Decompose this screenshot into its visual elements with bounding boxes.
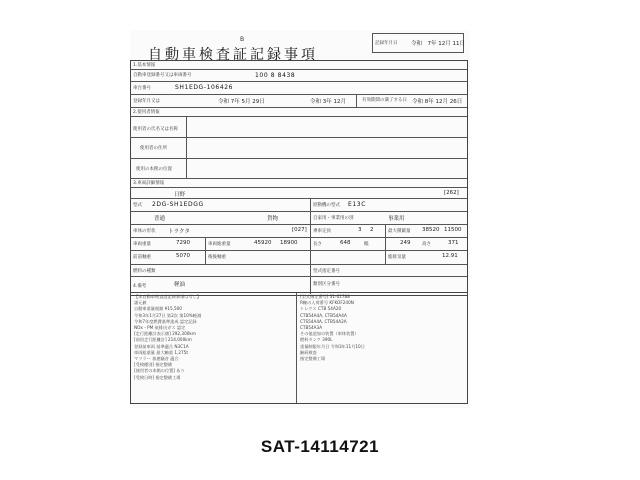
note-left-line: 登録前車両 基準適合 N3C1A bbox=[134, 343, 189, 349]
height-value: 371 bbox=[448, 240, 459, 246]
section-notes-heading: 4.備考 bbox=[133, 284, 147, 289]
width-label: 幅 bbox=[364, 242, 369, 247]
note-left-line: 車両総重量 最大軸重 1,275t bbox=[134, 349, 188, 355]
shape-value: トラクタ bbox=[168, 229, 190, 235]
capacity-label: 乗車定員 bbox=[313, 229, 331, 234]
capacity-value: 3 bbox=[358, 227, 362, 233]
weight-value: 7290 bbox=[176, 240, 190, 246]
maker-code: [262] bbox=[444, 190, 459, 196]
fuel-value: 軽油 bbox=[174, 282, 186, 288]
height-label: 高さ bbox=[422, 242, 431, 247]
first-reg-label: 登録年月又は bbox=[133, 99, 160, 104]
section-vehicle-heading: 3.車両詳細情報 bbox=[133, 181, 165, 186]
note-left-line: NOx・PM 低排出ガス 認定 bbox=[134, 325, 186, 331]
section-user-heading: 2.使用者情報 bbox=[133, 110, 160, 115]
note-right-line: 継続検査 bbox=[300, 349, 317, 355]
engine-value: E13C bbox=[348, 201, 367, 208]
document-title: 自動車検査証記録事項 bbox=[148, 47, 318, 63]
note-left-line: 令和7年度燃費基準達成 認定記録 bbox=[134, 318, 197, 324]
note-left-line: [使用者の本拠の位置] あり bbox=[134, 368, 185, 374]
note-left-line: [受検日時] 指定整備工場 bbox=[134, 374, 181, 380]
front-axle-label: 前前軸重 bbox=[133, 255, 151, 260]
chassis-number-value: SH1EDG-106426 bbox=[175, 84, 234, 91]
note-right-line: 指定整備工場 bbox=[300, 356, 326, 362]
front-axle-value: 5070 bbox=[176, 253, 190, 259]
note-right-line: 重量制限年月日 令和3年11月10日 bbox=[300, 343, 365, 349]
purpose-label: 自家用・事業用の別 bbox=[313, 216, 354, 221]
page-mark: B bbox=[240, 36, 245, 43]
note-left-line: マフラー 加速騒音 適合 bbox=[134, 356, 179, 362]
record-date-label: 記録年月日 bbox=[375, 41, 398, 46]
note-left-line: 令和3年1月27日 第2次 第10%軽減 bbox=[134, 312, 202, 318]
note-right-line: CTB54A4A, CTB54A4A bbox=[300, 312, 347, 318]
inspection-certificate-document bbox=[130, 30, 470, 408]
note-right-line: R軸の入荷番号 KFKOF240N bbox=[300, 300, 354, 306]
expiry-value: 令和 8年 12月 26日 bbox=[412, 99, 463, 105]
shape-code: [027] bbox=[292, 227, 307, 233]
fuel-label: 燃料の種類 bbox=[133, 269, 156, 274]
note-right-line: [型式指定番号] 31-01788 bbox=[300, 294, 350, 299]
width-value: 249 bbox=[400, 240, 411, 246]
section-basic-heading: 1.基本情報 bbox=[133, 63, 156, 68]
record-date-box bbox=[372, 33, 464, 53]
type-number-label: 型式指定番号 bbox=[313, 269, 340, 274]
user-name-label: 使用者の氏名又は名称 bbox=[133, 127, 178, 132]
engine-label: 原動機の型式 bbox=[313, 203, 340, 208]
stock-code-label: SAT-14114721 bbox=[260, 437, 380, 456]
note-right-line: トレクス CTB 54A20 bbox=[300, 306, 342, 312]
gross-weight-label: 車両総重量 bbox=[208, 242, 231, 247]
displacement-label: 総排気量 bbox=[388, 255, 406, 260]
notes-right bbox=[300, 294, 464, 362]
note-left-line: 自動車重量税額 ¥15,500 bbox=[134, 306, 182, 312]
note-left-line: 諸元値 bbox=[134, 300, 147, 306]
note-right-line: その他追加の装置（車体装置） bbox=[300, 331, 359, 337]
rear-axle-label: 後後軸重 bbox=[208, 255, 226, 260]
base-location-label: 使用の本拠の位置 bbox=[136, 167, 172, 172]
gross-weight-extra: 18900 bbox=[280, 240, 298, 246]
note-left-line: 【本自動車検査証記録事項は写し】 bbox=[134, 294, 202, 299]
gross-weight-value: 45920 bbox=[254, 240, 272, 246]
length-label: 長さ bbox=[313, 242, 322, 247]
first-reg-value: 令和 7年 5月 29日 bbox=[218, 99, 265, 105]
note-left-line: [前回走行距離計] 214,000km bbox=[134, 337, 192, 343]
reg-number-value: 100 8 8438 bbox=[255, 72, 296, 79]
notes-left bbox=[134, 294, 294, 381]
model-label: 型式 bbox=[133, 203, 142, 208]
max-load-extra: 11500 bbox=[444, 227, 462, 233]
shape-label: 車体の形状 bbox=[133, 229, 156, 234]
note-right-line: 燃料タンク 390L bbox=[300, 337, 333, 343]
note-right-line: CTS54A4A, CTB54A2A bbox=[300, 318, 347, 324]
maker-value: 日野 bbox=[174, 192, 186, 198]
purpose-value: 事業用 bbox=[388, 216, 405, 222]
chassis-number-label: 車台番号 bbox=[133, 86, 151, 91]
reg-number-label: 自動車登録番号又は車両番号 bbox=[133, 73, 192, 78]
note-right-line: CTB54A3A bbox=[300, 325, 323, 331]
length-value: 648 bbox=[340, 240, 351, 246]
validity-value: 令和 3年 12月 bbox=[310, 99, 346, 105]
expiry-label: 有効期間の満了する日 bbox=[362, 98, 407, 103]
note-left-line: [走行距離計表示値] 292,300km bbox=[134, 331, 196, 337]
max-load-label: 最大積載量 bbox=[388, 229, 411, 234]
body-value: 貨物 bbox=[267, 216, 279, 222]
model-value: 2DG-SH1EDGG bbox=[152, 201, 204, 208]
category-number-label: 類別区分番号 bbox=[313, 282, 340, 287]
max-load-value: 38520 bbox=[422, 227, 440, 233]
use-value: 普通 bbox=[154, 216, 166, 222]
note-left-line: [受検種別] 指定整備 bbox=[134, 362, 173, 368]
user-address-label: 使用者の住所 bbox=[140, 146, 167, 151]
capacity-extra: 2 bbox=[370, 227, 374, 233]
weight-label: 車両重量 bbox=[133, 242, 151, 247]
record-date-value: 令和 7年 12月 11日 bbox=[411, 41, 465, 47]
displacement-value: 12.91 bbox=[442, 253, 458, 259]
